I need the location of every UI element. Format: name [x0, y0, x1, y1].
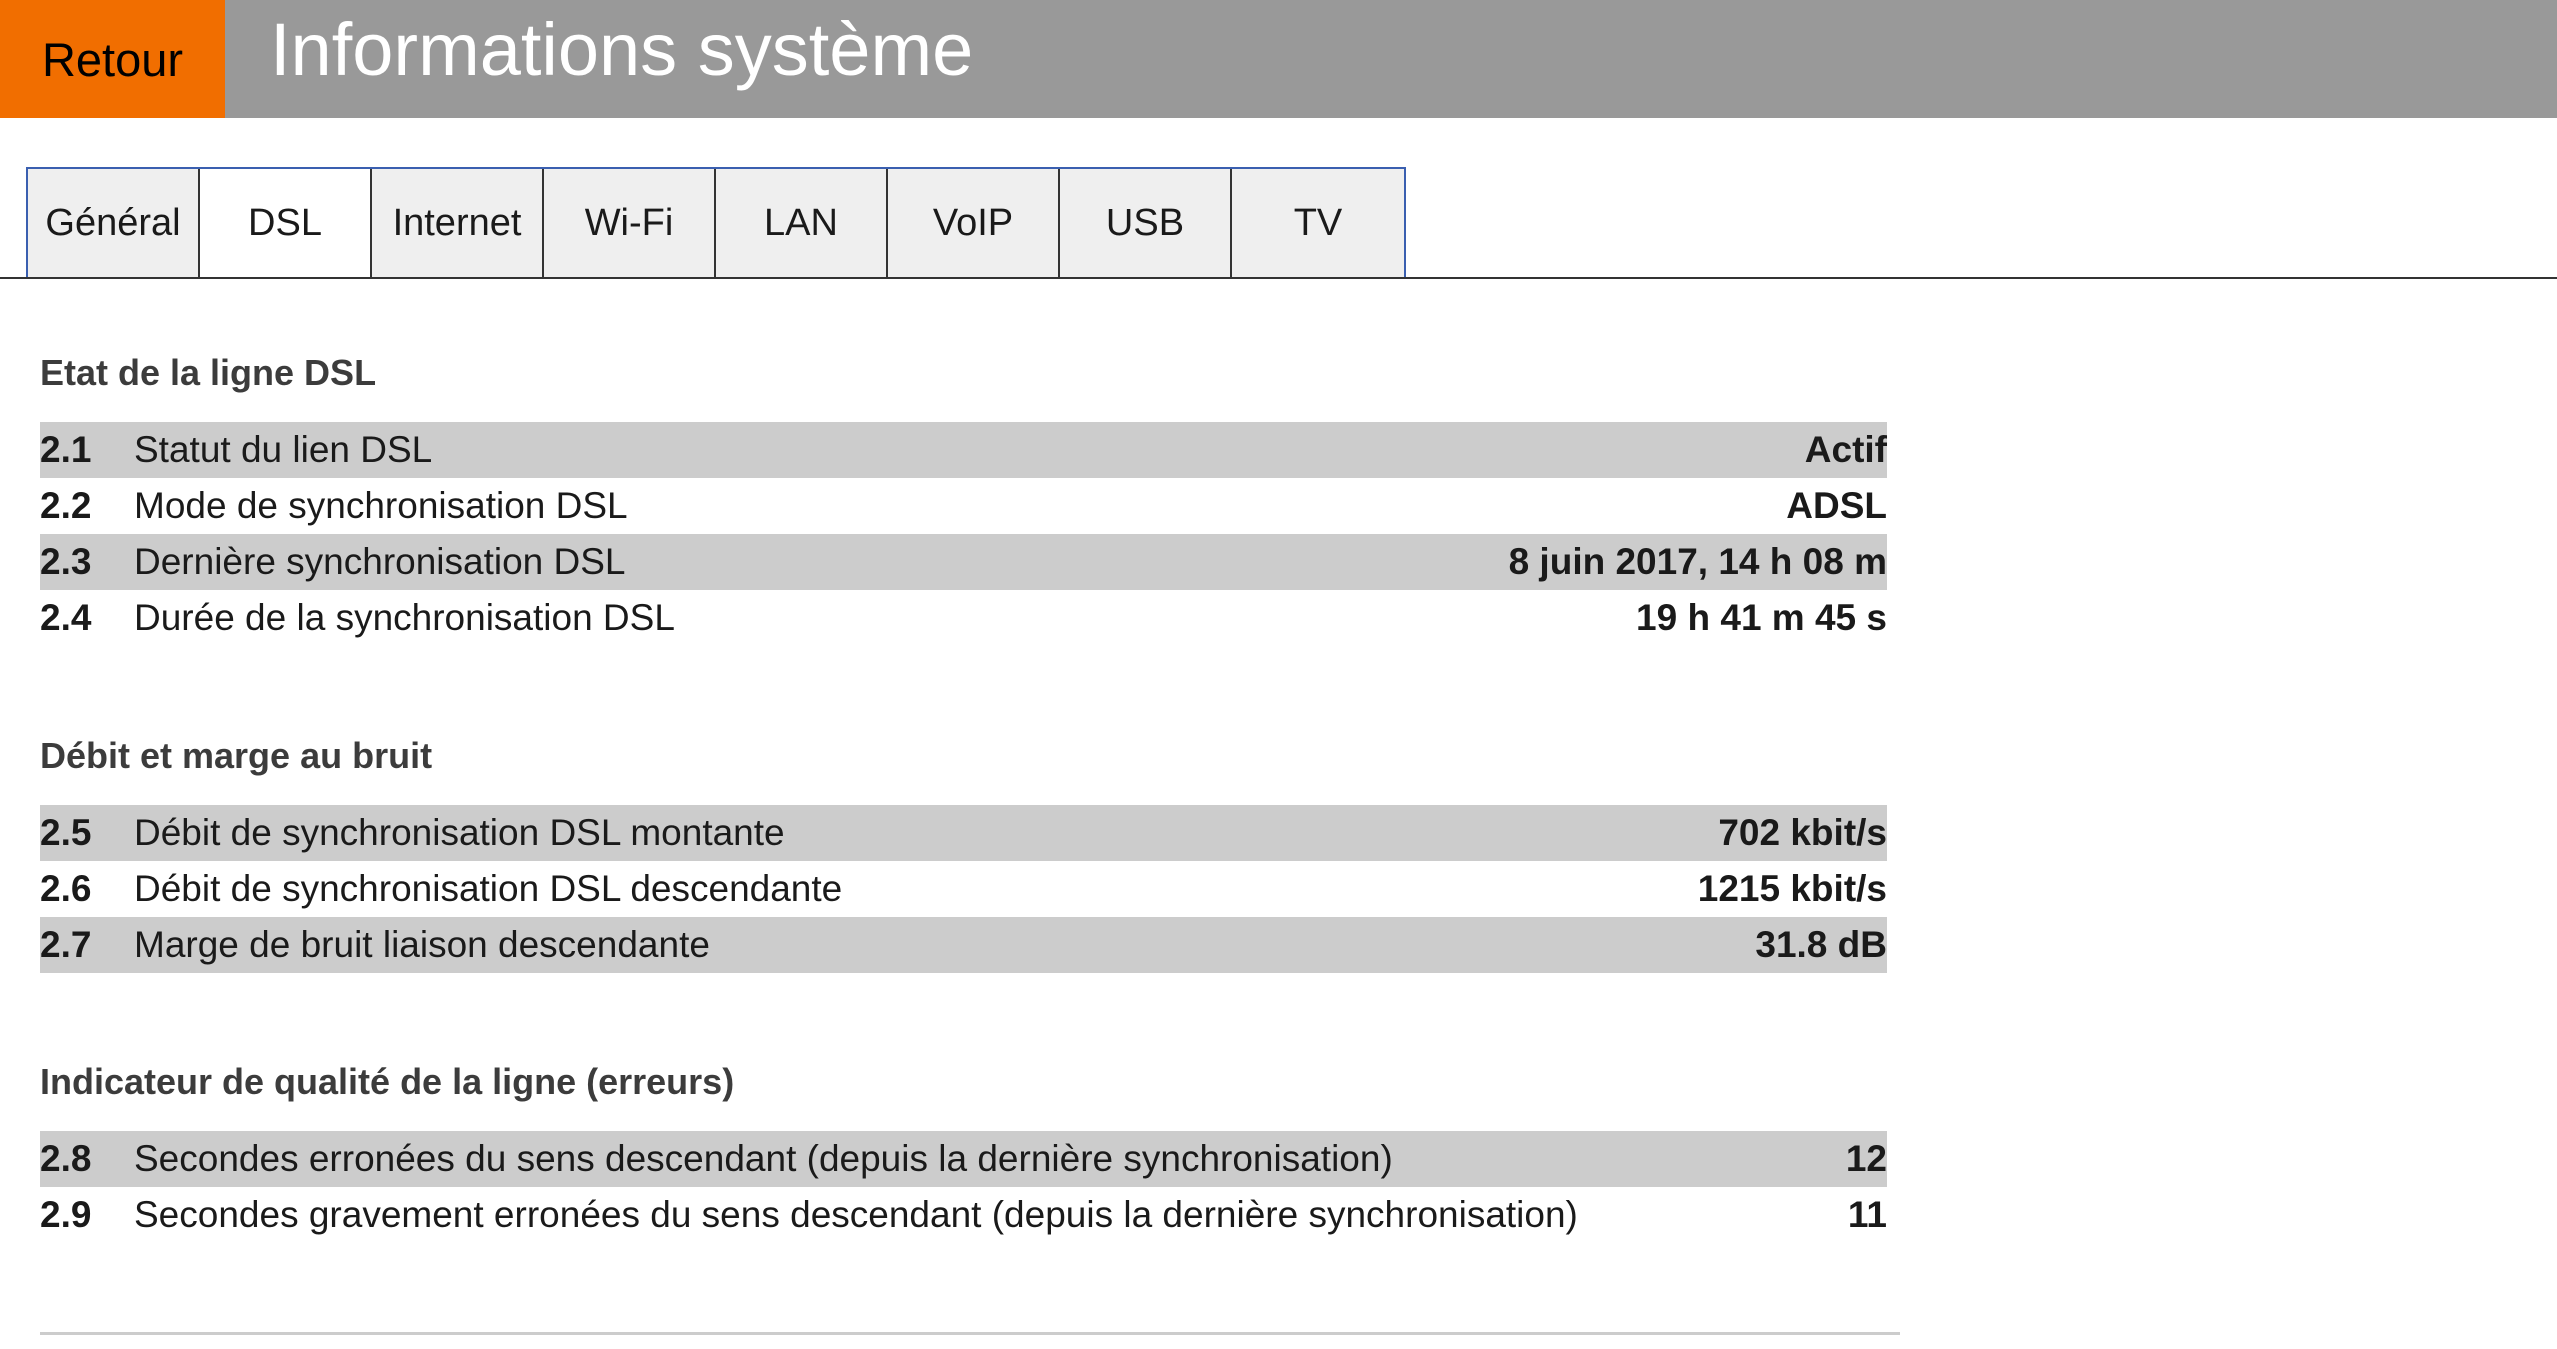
row-number: 2.9 — [40, 1194, 92, 1235]
table-row — [40, 534, 1887, 590]
table-row — [40, 805, 1887, 861]
row-label: Dernière synchronisation DSL — [134, 541, 626, 582]
row-value: 8 juin 2017, 14 h 08 m — [1508, 541, 1887, 582]
row-value: 11 — [1847, 1194, 1887, 1235]
row-value: 12 — [1845, 1138, 1887, 1179]
row-number: 2.1 — [40, 429, 92, 470]
page-title: Informations système — [270, 8, 974, 91]
row-label: Débit de synchronisation DSL montante — [134, 812, 785, 853]
row-number: 2.6 — [40, 868, 92, 909]
tab-lan[interactable]: LAN — [716, 169, 888, 277]
table-row — [40, 917, 1887, 973]
row-value: 19 h 41 m 45 s — [1636, 597, 1887, 638]
table-row — [40, 478, 1887, 534]
tab-dsl[interactable]: DSL — [200, 169, 372, 277]
row-value: 31.8 dB — [1755, 924, 1887, 965]
tab-divider — [0, 277, 2557, 279]
back-button[interactable]: Retour — [0, 0, 225, 118]
section-title-line-quality: Indicateur de qualité de la ligne (erreurs) — [40, 1061, 735, 1102]
row-label: Marge de bruit liaison descendante — [134, 924, 710, 965]
table-row — [40, 861, 1887, 917]
tab-general[interactable]: Général — [28, 169, 200, 277]
row-label: Secondes gravement erronées du sens descendant (depuis la dernière synchronisation) — [134, 1194, 1578, 1235]
row-label: Durée de la synchronisation DSL — [134, 597, 675, 638]
row-number: 2.8 — [40, 1138, 92, 1179]
row-label: Mode de synchronisation DSL — [134, 485, 628, 526]
tab-bar — [26, 167, 1406, 279]
tab-internet[interactable]: Internet — [372, 169, 544, 277]
row-number: 2.3 — [40, 541, 92, 582]
row-label: Débit de synchronisation DSL descendante — [134, 868, 843, 909]
row-value: Actif — [1804, 429, 1887, 470]
row-number: 2.5 — [40, 812, 92, 853]
tab-tv[interactable]: TV — [1232, 169, 1404, 277]
section-title-dsl-status: Etat de la ligne DSL — [40, 352, 377, 393]
row-number: 2.2 — [40, 485, 92, 526]
table-row — [40, 1187, 1887, 1243]
row-value: ADSL — [1786, 485, 1887, 526]
row-label: Statut du lien DSL — [134, 429, 433, 470]
table-row — [40, 422, 1887, 478]
table-row — [40, 1131, 1887, 1187]
row-number: 2.4 — [40, 597, 92, 638]
tab-usb[interactable]: USB — [1060, 169, 1232, 277]
footer-divider — [40, 1332, 1900, 1335]
tab-wifi[interactable]: Wi-Fi — [544, 169, 716, 277]
row-number: 2.7 — [40, 924, 92, 965]
section-title-rate-noise: Débit et marge au bruit — [40, 735, 433, 776]
row-value: 702 kbit/s — [1718, 812, 1887, 853]
tab-voip[interactable]: VoIP — [888, 169, 1060, 277]
row-label: Secondes erronées du sens descendant (depuis la dernière synchronisation) — [134, 1138, 1393, 1179]
table-row — [40, 590, 1887, 646]
row-value: 1215 kbit/s — [1697, 868, 1887, 909]
